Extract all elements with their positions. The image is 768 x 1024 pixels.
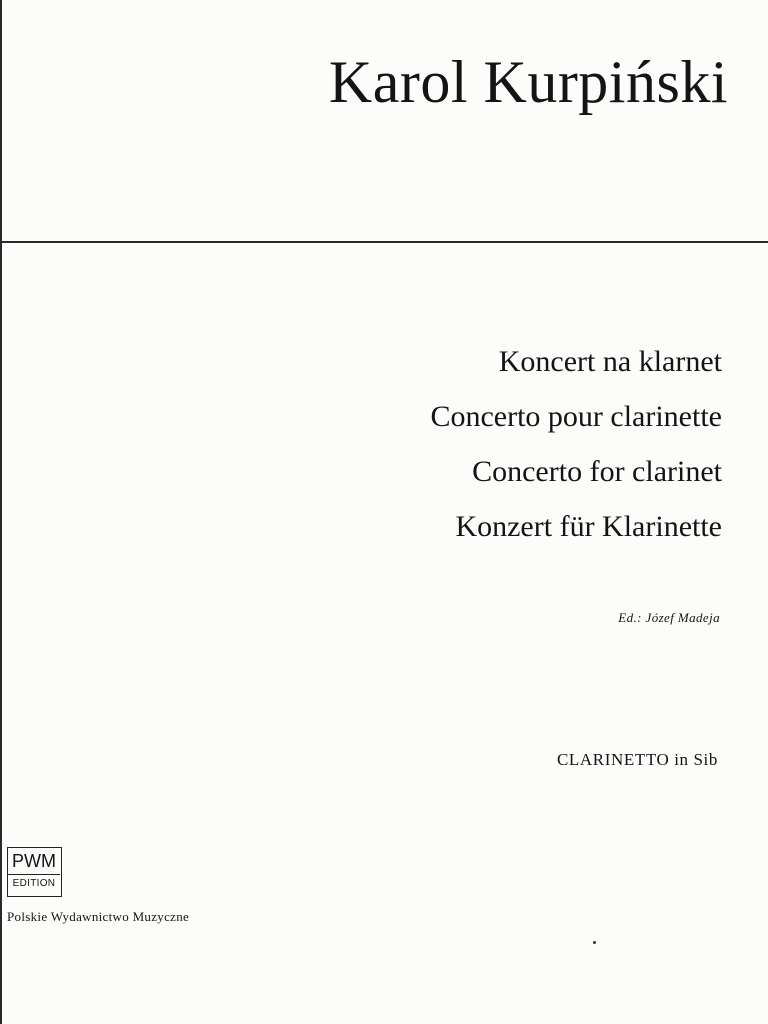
title-french: Concerto pour clarinette: [430, 400, 722, 433]
title-polish: Koncert na klarnet: [498, 345, 722, 378]
logo-sub-text: EDITION: [12, 878, 56, 889]
logo-main-text: PWM: [8, 848, 60, 875]
work-titles: [430, 334, 722, 554]
title-german: Konzert für Klarinette: [455, 510, 722, 543]
ink-speck: [593, 941, 596, 944]
publisher-logo: [7, 847, 62, 897]
title-english: Concerto for clarinet: [472, 455, 722, 488]
horizontal-rule: [0, 241, 768, 243]
composer-name: Karol Kurpiński: [328, 49, 728, 115]
publisher-name: Polskie Wydawnictwo Muzyczne: [7, 909, 190, 924]
editor-credit: Ed.: Józef Madeja: [618, 610, 720, 625]
page-edge-line: [0, 0, 2, 1024]
instrument-part: CLARINETTO in Sib: [556, 750, 718, 769]
